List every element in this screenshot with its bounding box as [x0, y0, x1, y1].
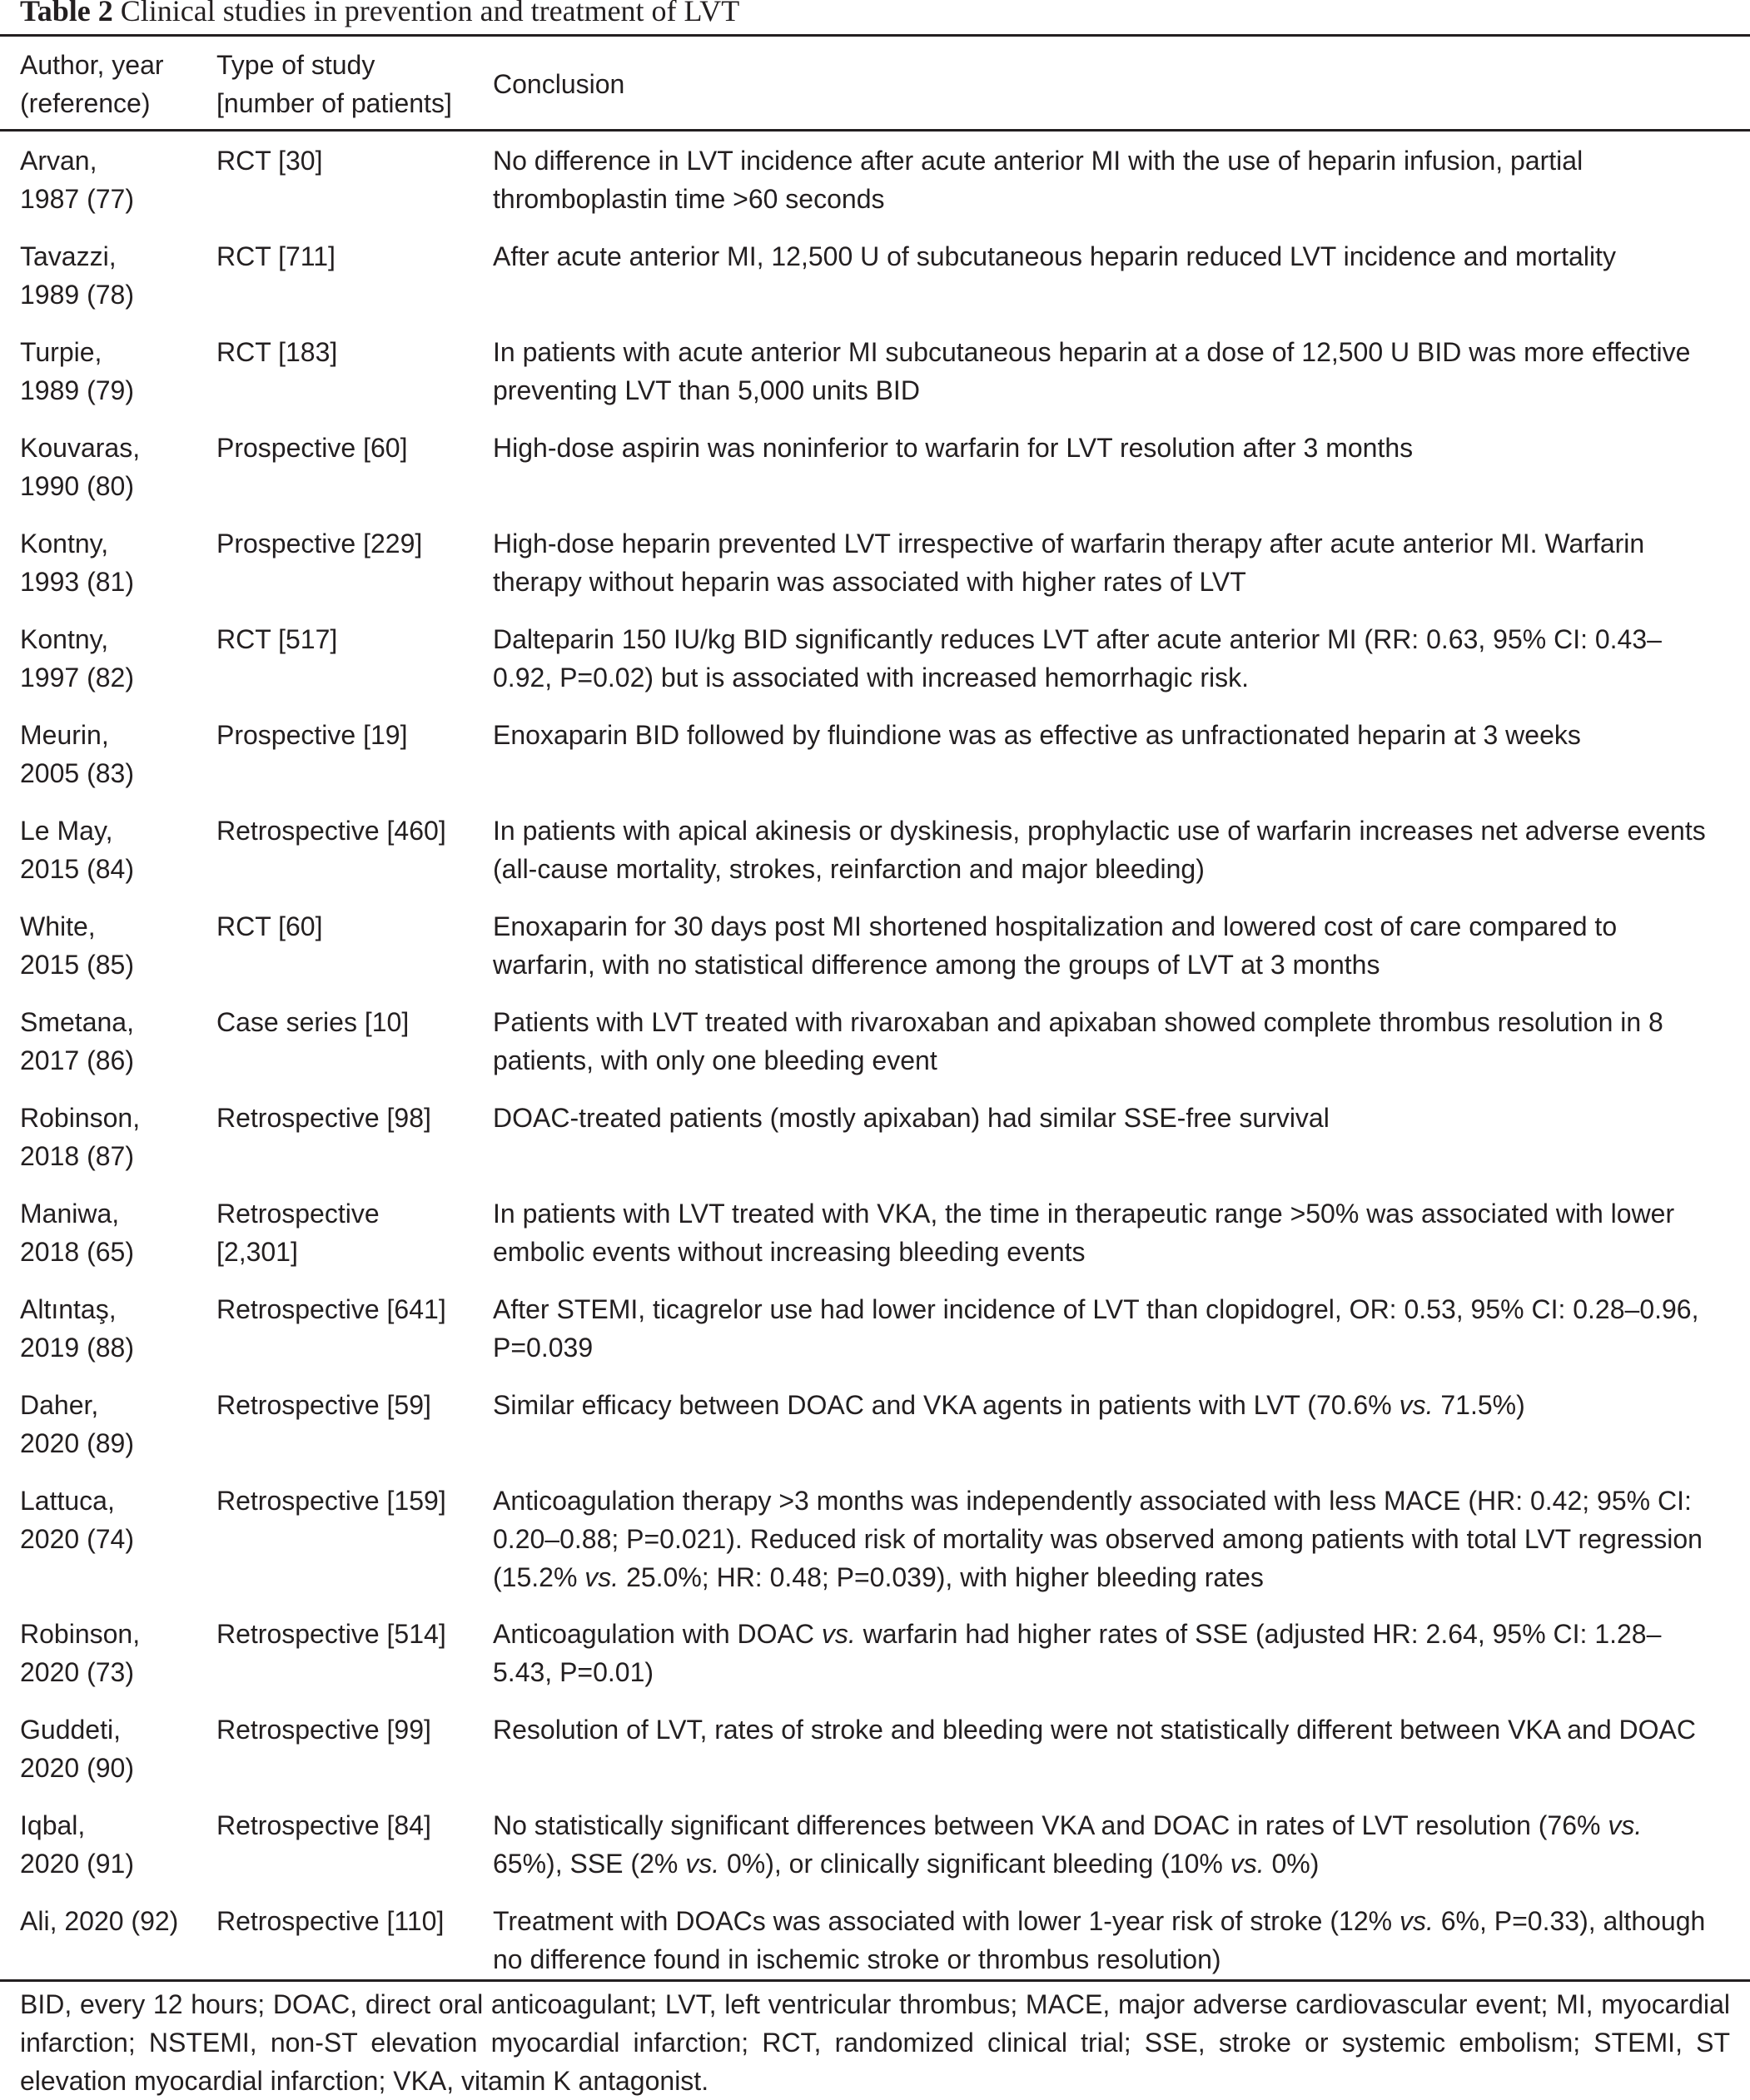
cell-author-line: Lattuca,	[20, 1486, 115, 1516]
cell-author	[20, 716, 210, 792]
cell-author-line: 2019 (88)	[20, 1333, 134, 1363]
cell-author	[20, 141, 210, 218]
top-rule	[0, 34, 1750, 37]
cell-conclusion	[493, 1003, 1717, 1080]
conclusion-text: Enoxaparin for 30 days post MI shortened hospitalization and lowered cost of care compared to warfarin, with no statistical difference among the groups of LVT at 3 months	[493, 911, 1618, 980]
cell-study-line: Retrospective [159]	[216, 1486, 446, 1516]
cell-author-line: 2020 (91)	[20, 1849, 134, 1879]
header-author-line1: Author, year	[20, 50, 164, 80]
cell-author-line: 1993 (81)	[20, 567, 134, 597]
cell-author	[20, 1806, 210, 1883]
cell-study-line: Retrospective [641]	[216, 1294, 446, 1324]
cell-author-line: Daher,	[20, 1390, 99, 1420]
cell-author-line: Altıntaş,	[20, 1294, 117, 1324]
conclusion-italic: vs.	[821, 1619, 856, 1649]
cell-author-line: 1997 (82)	[20, 663, 134, 693]
cell-study-type	[216, 907, 483, 946]
cell-author-line: Le May,	[20, 816, 113, 846]
cell-author	[20, 1482, 210, 1558]
conclusion-text: After acute anterior MI, 12,500 U of subcutaneous heparin reduced LVT incidence and mortality	[493, 241, 1616, 271]
cell-author-line: White,	[20, 911, 96, 941]
cell-author	[20, 1194, 210, 1271]
conclusion-text: In patients with acute anterior MI subcutaneous heparin at a dose of 12,500 U BID was more effective preventing LVT than 5,000 units BID	[493, 337, 1691, 405]
conclusion-text: 0%), or clinically significant bleeding (10%	[719, 1849, 1230, 1879]
cell-author-line: 2018 (65)	[20, 1237, 134, 1267]
cell-author	[20, 907, 210, 984]
cell-author-line: Arvan,	[20, 146, 97, 176]
cell-conclusion	[493, 1290, 1717, 1367]
conclusion-text: Anticoagulation with DOAC	[493, 1619, 822, 1649]
conclusion-text: DOAC-treated patients (mostly apixaban) had similar SSE-free survival	[493, 1103, 1330, 1133]
cell-conclusion	[493, 1099, 1717, 1137]
cell-study-type	[216, 812, 483, 850]
cell-author-line: Kontny,	[20, 529, 109, 559]
cell-author-line: 2005 (83)	[20, 758, 134, 788]
cell-study-line: Retrospective [98]	[216, 1103, 431, 1133]
cell-conclusion	[493, 333, 1717, 410]
cell-conclusion	[493, 1806, 1717, 1883]
cell-study-line: Case series [10]	[216, 1007, 410, 1037]
cell-conclusion	[493, 1194, 1717, 1271]
cell-study-line: Retrospective [110]	[216, 1906, 445, 1936]
conclusion-text: No statistically significant differences between VKA and DOAC in rates of LVT resolution (76%	[493, 1810, 1608, 1840]
cell-study-line: [2,301]	[216, 1237, 298, 1267]
cell-author-line: 1989 (78)	[20, 280, 134, 310]
conclusion-italic: vs.	[1399, 1390, 1434, 1420]
cell-study-type	[216, 1194, 483, 1271]
cell-study-line: RCT [517]	[216, 624, 338, 654]
cell-author-line: 1987 (77)	[20, 184, 134, 214]
cell-study-line: RCT [711]	[216, 241, 336, 271]
cell-author-line: Ali, 2020 (92)	[20, 1906, 179, 1936]
cell-study-type	[216, 716, 483, 754]
cell-study-type	[216, 1386, 483, 1424]
cell-author-line: Robinson,	[20, 1103, 141, 1133]
cell-author	[20, 237, 210, 314]
cell-study-type	[216, 524, 483, 563]
cell-author	[20, 333, 210, 410]
cell-study-line: Prospective [60]	[216, 433, 408, 463]
cell-study-type	[216, 620, 483, 658]
conclusion-text: Anticoagulation therapy >3 months was independently associated with less MACE (HR: 0.42; 95% CI: 0.20–0.88; P=0.021). Reduced risk of mortality was observed among patients with total LVT regression (15.2%	[493, 1486, 1703, 1592]
cell-study-type	[216, 1003, 483, 1041]
conclusion-text: Patients with LVT treated with rivaroxaban and apixaban showed complete thrombus resolution in 8 patients, with only one bleeding event	[493, 1007, 1663, 1075]
cell-author-line: 2020 (73)	[20, 1657, 134, 1687]
cell-study-line: RCT [183]	[216, 337, 338, 367]
table-caption: Clinical studies in prevention and treatment of LVT	[120, 0, 740, 27]
cell-author-line: 2020 (74)	[20, 1524, 134, 1554]
cell-study-line: Prospective [229]	[216, 529, 423, 559]
conclusion-text: 65%), SSE (2%	[493, 1849, 686, 1879]
cell-author-line: Smetana,	[20, 1007, 134, 1037]
cell-conclusion	[493, 620, 1717, 697]
conclusion-text: 6%, P=0.33), although no difference found in ischemic stroke or thrombus resolution)	[493, 1906, 1706, 1974]
bottom-rule	[0, 1979, 1750, 1982]
cell-author-line: 2018 (87)	[20, 1141, 134, 1171]
conclusion-italic: vs.	[685, 1849, 720, 1879]
header-study	[216, 46, 483, 122]
cell-study-line: Retrospective [99]	[216, 1715, 431, 1745]
header-rule	[0, 129, 1750, 132]
cell-conclusion	[493, 429, 1717, 467]
cell-study-type	[216, 1290, 483, 1328]
conclusion-italic: vs.	[584, 1562, 619, 1592]
conclusion-text: Treatment with DOACs was associated with lower 1-year risk of stroke (12%	[493, 1906, 1400, 1936]
cell-study-type	[216, 1710, 483, 1749]
conclusion-italic: vs.	[1399, 1906, 1434, 1936]
cell-author	[20, 429, 210, 505]
cell-author	[20, 620, 210, 697]
cell-author-line: 2017 (86)	[20, 1045, 134, 1075]
header-author	[20, 46, 210, 122]
cell-author-line: Tavazzi,	[20, 241, 117, 271]
cell-author	[20, 1615, 210, 1691]
cell-study-type	[216, 1806, 483, 1844]
cell-author-line: Maniwa,	[20, 1199, 120, 1229]
cell-author-line: Iqbal,	[20, 1810, 86, 1840]
cell-study-line: Retrospective [84]	[216, 1810, 431, 1840]
cell-conclusion	[493, 1615, 1717, 1691]
cell-author-line: 2015 (84)	[20, 854, 134, 884]
cell-study-line: Prospective [19]	[216, 720, 408, 750]
table-footnote: BID, every 12 hours; DOAC, direct oral anticoagulant; LVT, left ventricular thrombus; MACE, major adverse cardiovascular event; MI, myocardial infarction; NSTEMI, non-ST elevation myocardial infarction; RCT, randomized clinical trial; SSE, stroke or systemic embolism; STEMI, ST elevation myocardial infarction; VKA, vitamin K antagonist.	[20, 1989, 1730, 2096]
cell-conclusion	[493, 1482, 1717, 1596]
conclusion-text: 25.0%; HR: 0.48; P=0.039), with higher bleeding rates	[619, 1562, 1264, 1592]
table-title	[20, 0, 739, 27]
cell-author-line: 2015 (85)	[20, 950, 134, 980]
cell-author-line: Guddeti,	[20, 1715, 121, 1745]
cell-study-line: RCT [30]	[216, 146, 323, 176]
cell-conclusion	[493, 237, 1717, 276]
conclusion-text: 71.5%)	[1433, 1390, 1525, 1420]
cell-study-line: Retrospective [460]	[216, 816, 446, 846]
conclusion-text: After STEMI, ticagrelor use had lower incidence of LVT than clopidogrel, OR: 0.53, 95% CI: 0.28–0.96, P=0.039	[493, 1294, 1699, 1363]
header-study-line2: [number of patients]	[216, 88, 452, 118]
cell-author-line: Kontny,	[20, 624, 109, 654]
cell-study-type	[216, 1902, 483, 1940]
cell-author	[20, 524, 210, 601]
cell-author	[20, 1099, 210, 1175]
conclusion-text: Resolution of LVT, rates of stroke and bleeding were not statistically different between VKA and DOAC	[493, 1715, 1696, 1745]
cell-conclusion	[493, 524, 1717, 601]
conclusion-text: In patients with LVT treated with VKA, the time in therapeutic range >50% was associated with lower embolic events without increasing bleeding events	[493, 1199, 1675, 1267]
cell-conclusion	[493, 1902, 1717, 1978]
conclusion-italic: vs.	[1608, 1810, 1643, 1840]
cell-study-type	[216, 1099, 483, 1137]
cell-conclusion	[493, 141, 1717, 218]
cell-author	[20, 1290, 210, 1367]
cell-author-line: 1989 (79)	[20, 375, 134, 405]
cell-study-type	[216, 1482, 483, 1520]
cell-study-type	[216, 141, 483, 180]
cell-conclusion	[493, 1386, 1717, 1424]
cell-study-line: RCT [60]	[216, 911, 323, 941]
cell-author-line: Robinson,	[20, 1619, 141, 1649]
cell-study-type	[216, 333, 483, 371]
conclusion-text: In patients with apical akinesis or dyskinesis, prophylactic use of warfarin increases net adverse events (all-cause mortality, strokes, reinfarction and major bleeding)	[493, 816, 1706, 884]
header-author-line2: (reference)	[20, 88, 151, 118]
cell-author	[20, 1902, 210, 1940]
conclusion-text: No difference in LVT incidence after acute anterior MI with the use of heparin infusion, partial thromboplastin time >60 seconds	[493, 146, 1583, 214]
table-label: Table 2	[20, 0, 113, 27]
cell-author	[20, 812, 210, 888]
cell-author	[20, 1003, 210, 1080]
cell-study-line: Retrospective [59]	[216, 1390, 431, 1420]
conclusion-text: Dalteparin 150 IU/kg BID significantly reduces LVT after acute anterior MI (RR: 0.63, 95% CI: 0.43–0.92, P=0.02) but is associated with increased hemorrhagic risk.	[493, 624, 1662, 693]
cell-study-type	[216, 1615, 483, 1653]
header-conclusion: Conclusion	[493, 69, 625, 99]
cell-conclusion	[493, 716, 1717, 754]
conclusion-text: 0%)	[1264, 1849, 1320, 1879]
cell-study-line: Retrospective	[216, 1199, 380, 1229]
conclusion-text: warfarin had higher rates of SSE (adjusted HR: 2.64, 95% CI: 1.28–5.43, P=0.01)	[493, 1619, 1662, 1687]
cell-author-line: Turpie,	[20, 337, 102, 367]
cell-author-line: 2020 (89)	[20, 1428, 134, 1458]
cell-author-line: 2020 (90)	[20, 1753, 134, 1783]
cell-conclusion	[493, 812, 1717, 888]
cell-author	[20, 1710, 210, 1787]
header-study-line1: Type of study	[216, 50, 375, 80]
conclusion-text: Enoxaparin BID followed by fluindione was as effective as unfractionated heparin at 3 weeks	[493, 720, 1581, 750]
conclusion-italic: vs.	[1230, 1849, 1265, 1879]
conclusion-text: High-dose heparin prevented LVT irrespective of warfarin therapy after acute anterior MI. Warfarin therapy without heparin was associated with higher rates of LVT	[493, 529, 1645, 597]
cell-author	[20, 1386, 210, 1462]
cell-study-line: Retrospective [514]	[216, 1619, 446, 1649]
conclusion-text: High-dose aspirin was noninferior to warfarin for LVT resolution after 3 months	[493, 433, 1414, 463]
cell-conclusion	[493, 1710, 1717, 1749]
cell-author-line: 1990 (80)	[20, 471, 134, 501]
cell-author-line: Meurin,	[20, 720, 109, 750]
cell-study-type	[216, 429, 483, 467]
cell-conclusion	[493, 907, 1717, 984]
conclusion-text: Similar efficacy between DOAC and VKA agents in patients with LVT (70.6%	[493, 1390, 1400, 1420]
cell-study-type	[216, 237, 483, 276]
cell-author-line: Kouvaras,	[20, 433, 141, 463]
